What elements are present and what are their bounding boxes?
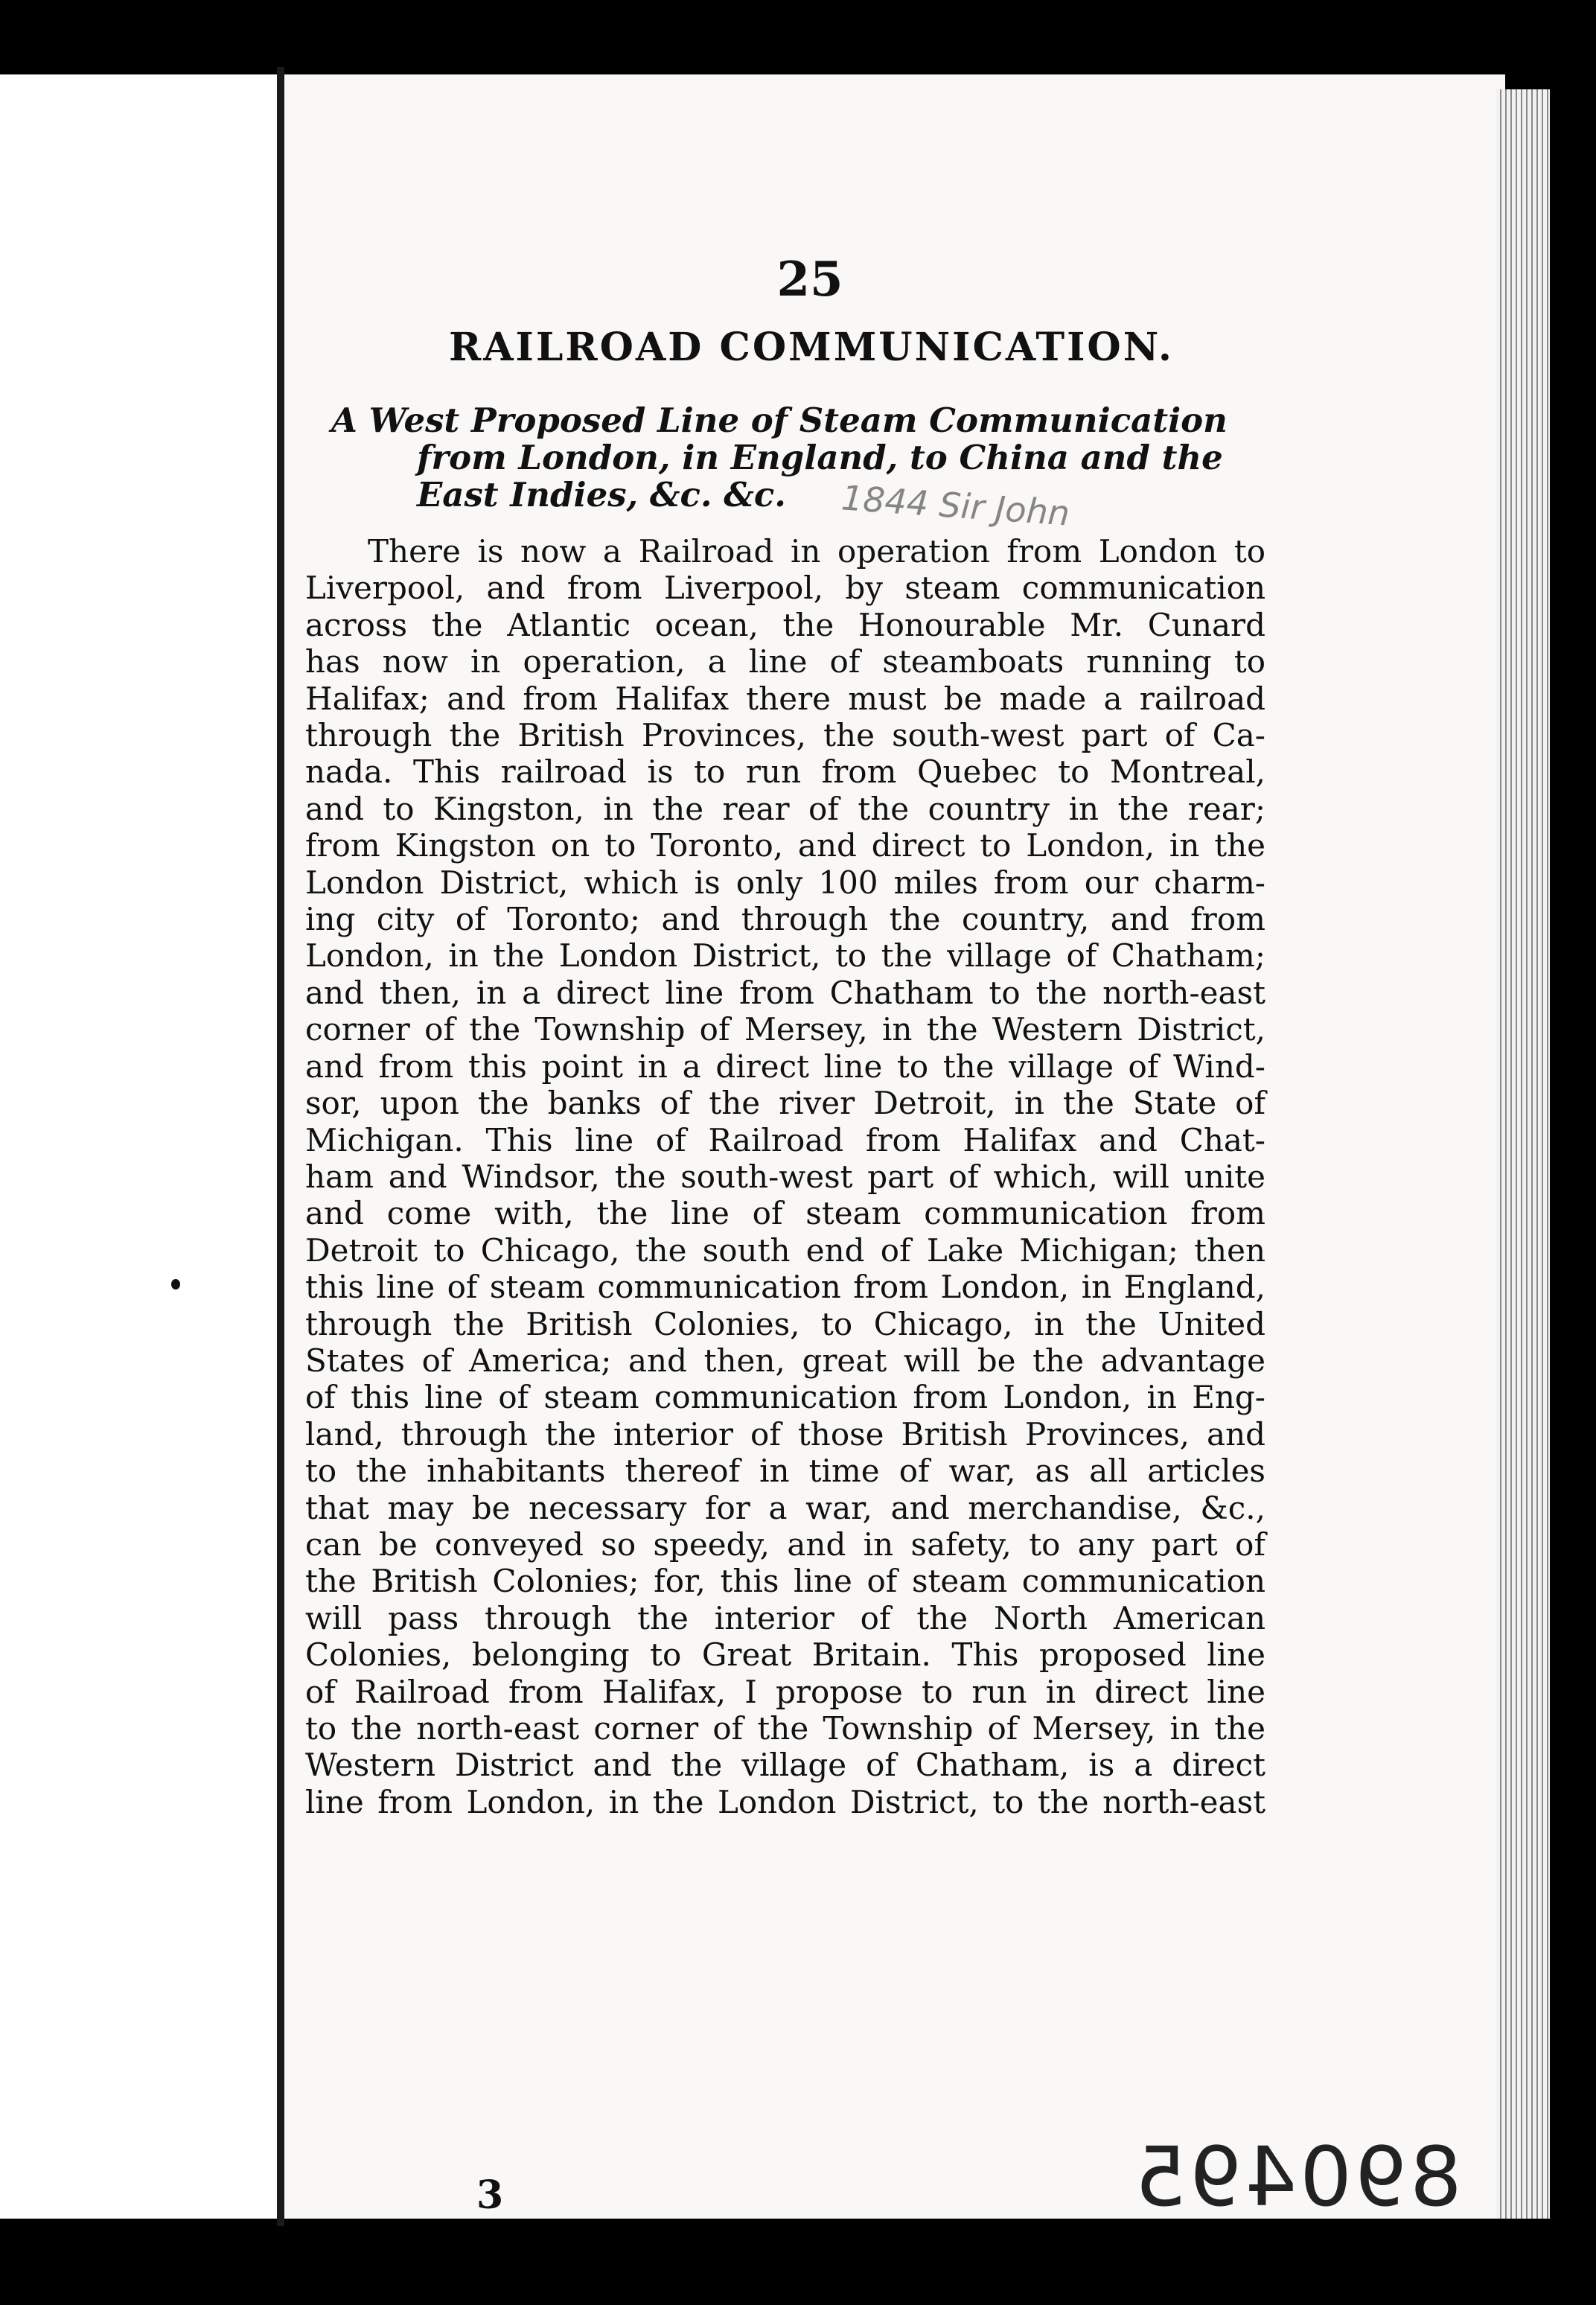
body-text-line: There is now a Railroad in operation from London to [368,533,1265,570]
body-text-line: and from this point in a direct line to the village of Wind- [305,1048,1265,1085]
facing-blank-page [0,74,277,2219]
body-text-line: land, through the interior of those British Provinces, and [305,1415,1265,1453]
subheading-line: East Indies, &c. &c. [417,475,786,514]
page-number: 25 [776,252,843,307]
body-text-line: Liverpool, and from Liverpool, by steam communication [305,570,1265,607]
page-edges [1496,89,1550,2219]
ink-dot [171,1279,180,1289]
body-text-line: London District, which is only 100 miles from our charm- [305,864,1265,901]
body-text-line: ham and Windsor, the south-west part of which, will unite [305,1158,1265,1195]
body-text-line: Western District and the village of Chatham, is a direct [305,1747,1265,1784]
body-text-line: nada. This railroad is to run from Quebec to Montreal, [305,753,1265,791]
section-subheading [331,402,1284,514]
book-gutter [277,67,284,2226]
body-text-line: London, in the London District, to the village of Chatham; [305,937,1265,975]
body-text-line: sor, upon the banks of the river Detroit, in the State of [305,1085,1265,1122]
body-text-line: of Railroad from Halifax, I propose to run in direct line [305,1673,1265,1710]
subheading-line: from London, in England, to China and the [417,438,1223,477]
body-text-line: of this line of steam communication from London, in Eng- [305,1379,1265,1416]
body-text-line: from Kingston on to Toronto, and direct to London, in the [305,827,1265,864]
body-text-line: States of America; and then, great will be the advantage [305,1342,1265,1379]
body-text-line: can be conveyed so speedy, and in safety, to any part of [305,1525,1265,1563]
body-text-line: to the inhabitants thereof in time of war, as all articles [305,1453,1265,1490]
body-text-line: and then, in a direct line from Chatham to the north-east [305,974,1265,1011]
body-text-line: Detroit to Chicago, the south end of Lake Michigan; then [305,1231,1265,1269]
body-text-line: corner of the Township of Mersey, in the Western District, [305,1011,1265,1048]
body-text-line: the British Colonies; for, this line of steam communication [305,1563,1265,1600]
section-heading: RAILROAD COMMUNICATION. [448,325,1175,370]
subheading-line: A West Proposed Line of Steam Communication [331,401,1228,440]
body-text-line: through the British Colonies, to Chicago, in the United [305,1305,1265,1342]
body-text-line: will pass through the interior of the North American [305,1599,1265,1636]
body-text-line: Colonies, belonging to Great Britain. This proposed line [305,1636,1265,1674]
body-text-line: Halifax; and from Halifax there must be made a railroad [305,680,1265,717]
body-text-line: line from London, in the London District, to the north-east [305,1783,1265,1820]
body-text-line: across the Atlantic ocean, the Honourable Mr. Cunard [305,606,1265,643]
body-text-line: Michigan. This line of Railroad from Halifax and Chat- [305,1121,1265,1158]
catalog-number: 890495 [1131,2129,1462,2225]
body-text-line: this line of steam communication from London, in England, [305,1269,1265,1306]
body-text-line: ing city of Toronto; and through the country, and from [305,901,1265,938]
body-text-line: and come with, the line of steam communication from [305,1195,1265,1232]
body-text-line: has now in operation, a line of steamboats running to [305,643,1265,680]
body-text-line: and to Kingston, in the rear of the country in the rear; [305,790,1265,827]
marginal-handwriting: 1844 Sir John [840,477,1071,534]
body-text-line: through the British Provinces, the south-west part of Ca- [305,717,1265,754]
signature-mark: 3 [476,2172,504,2218]
body-text-line: to the north-east corner of the Township of Mersey, in the [305,1710,1265,1747]
body-text-line: that may be necessary for a war, and merchandise, &c., [305,1489,1265,1526]
body-paragraph [305,533,1265,1820]
